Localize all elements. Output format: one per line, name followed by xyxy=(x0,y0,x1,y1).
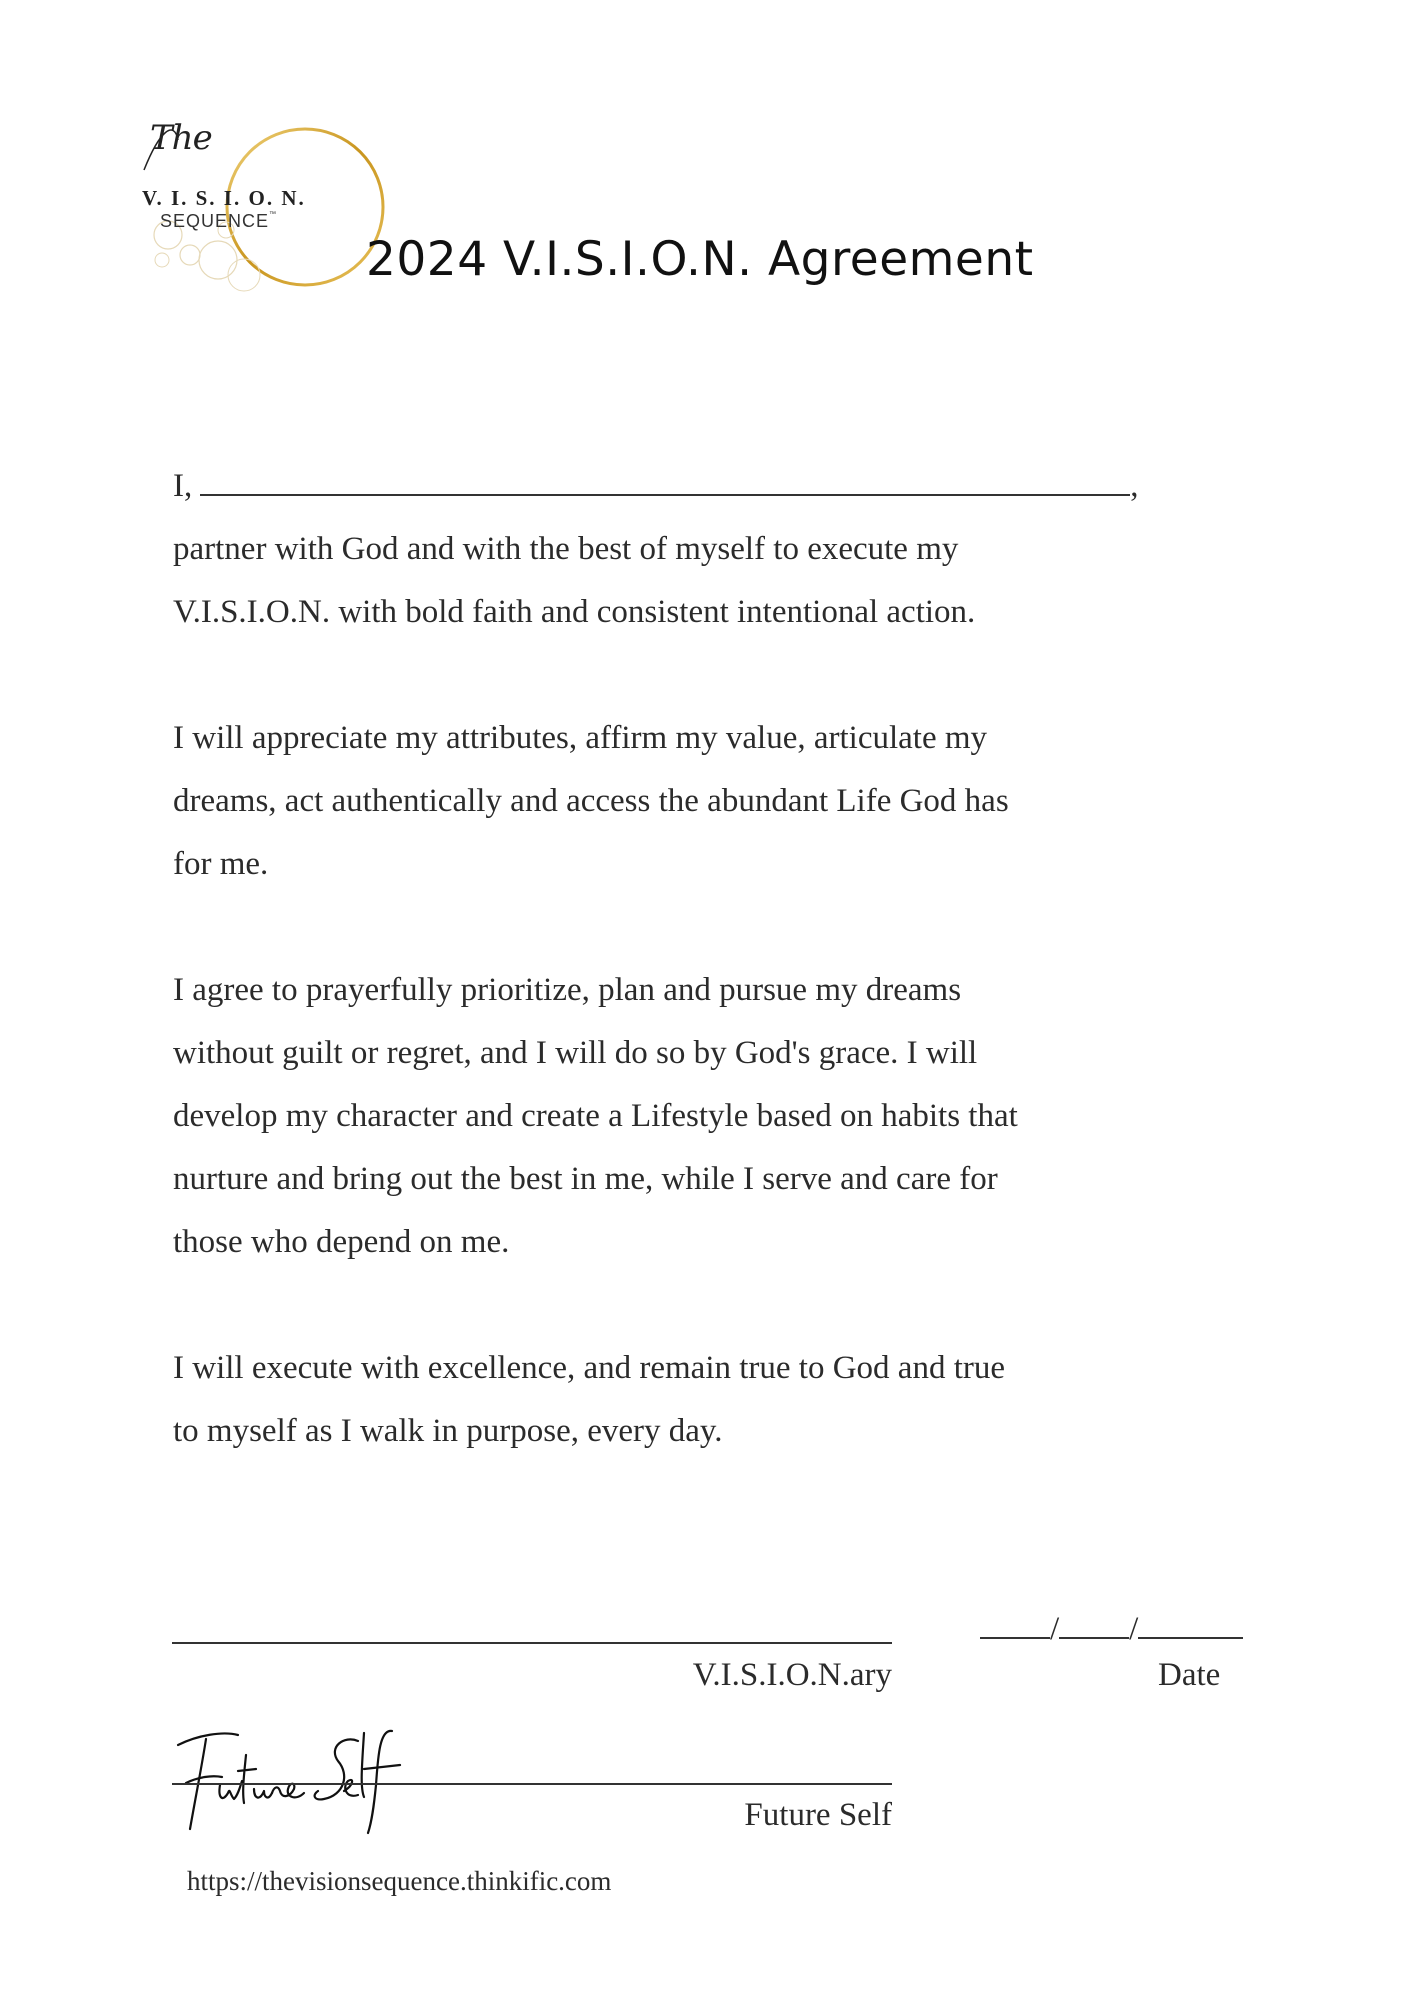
agreement-line: dreams, act authentically and access the abundant Life God has xyxy=(173,783,1009,819)
visionary-label: V.I.S.I.O.N.ary xyxy=(692,1657,892,1693)
paragraph-gap xyxy=(173,896,1283,959)
vision-sequence-logo xyxy=(130,110,390,310)
logo-sequence-text xyxy=(160,211,277,232)
date-day-blank[interactable] xyxy=(1059,1607,1129,1639)
opening-prefix: I, xyxy=(173,468,193,504)
future-self-signature-line[interactable] xyxy=(172,1783,892,1785)
agreement-line: without guilt or regret, and I will do so by God's grace. I will xyxy=(173,1035,978,1071)
agreement-line: nurture and bring out the best in me, while I serve and care for xyxy=(173,1161,998,1197)
agreement-line: partner with God and with the best of myself to execute my xyxy=(173,531,959,567)
date-month-blank[interactable] xyxy=(980,1607,1050,1639)
agreement-line: I will appreciate my attributes, affirm my value, articulate my xyxy=(173,720,988,756)
opening-suffix: , xyxy=(1130,468,1139,504)
agreement-line: to myself as I walk in purpose, every day. xyxy=(173,1413,723,1449)
agreement-line: I will execute with excellence, and remain true to God and true xyxy=(173,1350,1005,1386)
agreement-body xyxy=(173,455,1283,1463)
footer-url[interactable]: https://thevisionsequence.thinkific.com xyxy=(187,1866,612,1896)
logo-sequence-word: SEQUENCE xyxy=(160,211,270,231)
agreement-line: I agree to prayerfully prioritize, plan and pursue my dreams xyxy=(173,972,962,1008)
future-self-handwritten-signature xyxy=(168,1725,448,1835)
paragraph-gap xyxy=(173,1274,1283,1337)
agreement-line: those who depend on me. xyxy=(173,1224,510,1260)
opening-line xyxy=(173,455,1283,518)
paragraph-gap xyxy=(173,644,1283,707)
name-blank-field[interactable] xyxy=(200,466,1130,496)
visionary-signature-line[interactable] xyxy=(172,1642,892,1644)
agreement-line: V.I.S.I.O.N. with bold faith and consistent intentional action. xyxy=(173,594,976,630)
agreement-line: for me. xyxy=(173,846,269,882)
date-label: Date xyxy=(1158,1657,1221,1693)
logo-the-script: The xyxy=(150,118,212,158)
agreement-line: develop my character and create a Lifestyle based on habits that xyxy=(173,1098,1018,1134)
logo-vision-text: V. I. S. I. O. N. xyxy=(142,186,306,210)
date-field[interactable] xyxy=(980,1607,1243,1648)
date-separator-2: / xyxy=(1129,1611,1139,1647)
date-separator-1: / xyxy=(1050,1611,1060,1647)
page-title: 2024 V.I.S.I.O.N. Agreement xyxy=(366,232,1034,287)
agreement-lines xyxy=(173,518,1283,1463)
future-self-label: Future Self xyxy=(744,1797,892,1833)
date-year-blank[interactable] xyxy=(1138,1607,1243,1639)
logo-trademark: ™ xyxy=(269,211,278,218)
